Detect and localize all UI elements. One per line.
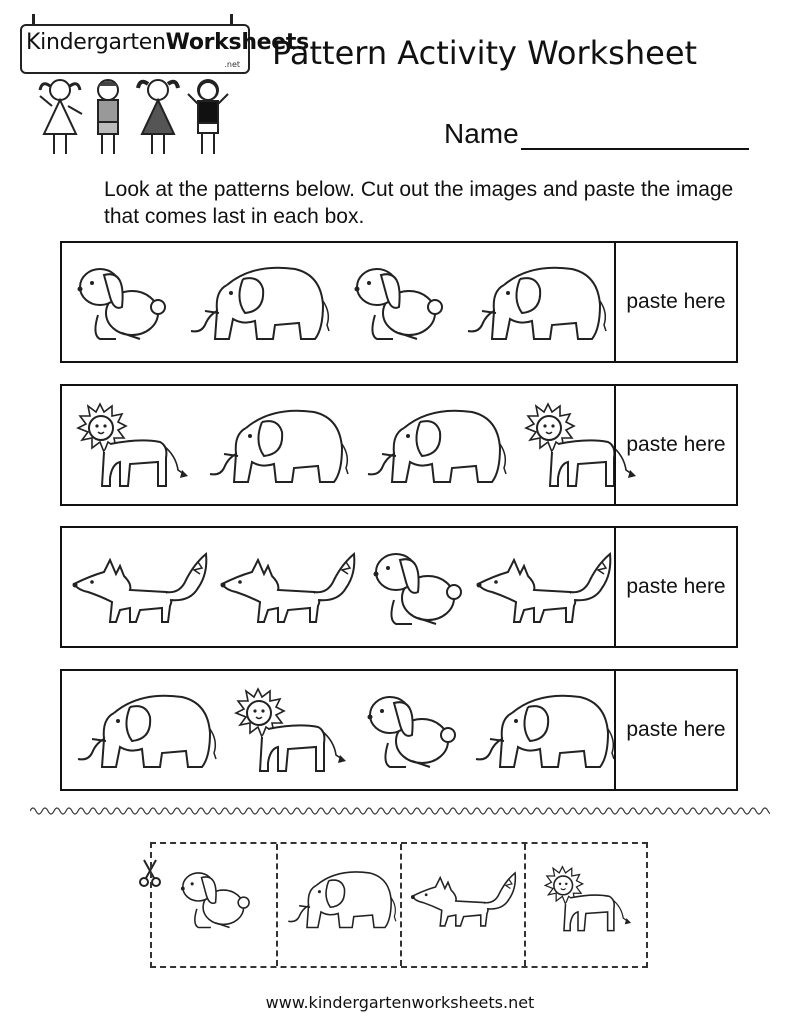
- lion-icon: [228, 683, 352, 784]
- elephant-icon: [183, 255, 333, 352]
- bunny-icon: [347, 255, 447, 352]
- logo-suffix: .net: [224, 60, 240, 69]
- instructions: Look at the patterns below. Cut out the images and paste the image that comes last in each box.: [104, 178, 734, 228]
- cutout-strip: [150, 842, 648, 968]
- bunny-icon: [70, 255, 170, 352]
- elephant-icon: [468, 683, 618, 780]
- paste-box[interactable]: paste here: [614, 528, 736, 646]
- name-field: [444, 118, 749, 150]
- fox-icon: [70, 540, 210, 637]
- kid-boy-icon: [86, 76, 130, 160]
- pattern-sequence: [62, 243, 618, 361]
- lion-icon: [70, 398, 194, 499]
- cutout-cell[interactable]: [524, 844, 648, 966]
- name-label: Name: [444, 118, 519, 149]
- cutout-cell[interactable]: [276, 844, 402, 966]
- cutout-cell[interactable]: [152, 844, 276, 966]
- elephant-icon: [460, 255, 610, 352]
- footer-url: www.kindergartenworksheets.net: [265, 993, 535, 1012]
- bunny-cutout-icon: [175, 862, 253, 938]
- paste-box[interactable]: paste here: [614, 671, 736, 789]
- fox-cutout-icon: [409, 862, 518, 938]
- fox-icon: [218, 540, 358, 637]
- pattern-row: [60, 526, 738, 648]
- lion-cutout-icon: [539, 862, 636, 941]
- elephant-icon: [202, 398, 352, 495]
- bunny-icon: [360, 683, 460, 780]
- kid-girl-dark-icon: [134, 76, 182, 160]
- paste-box[interactable]: paste here: [614, 386, 736, 504]
- pattern-row: [60, 669, 738, 791]
- pattern-sequence: [62, 528, 618, 646]
- logo-text: KindergartenWorksheets: [26, 30, 309, 55]
- bunny-icon: [366, 540, 466, 637]
- pattern-row: [60, 241, 738, 363]
- name-input-line[interactable]: [521, 120, 749, 150]
- paste-box[interactable]: paste here: [614, 243, 736, 361]
- pattern-sequence: [62, 386, 618, 504]
- kid-boy-dark-icon: [186, 76, 230, 160]
- pattern-sequence: [62, 671, 618, 789]
- fox-icon: [474, 540, 614, 637]
- elephant-cutout-icon: [282, 862, 399, 938]
- site-logo: [14, 10, 309, 160]
- page-title: Pattern Activity Worksheet: [272, 34, 698, 72]
- cut-line-divider: [30, 804, 770, 818]
- elephant-icon: [360, 398, 510, 495]
- elephant-icon: [70, 683, 220, 780]
- kid-girl-icon: [36, 76, 84, 160]
- cutout-cell[interactable]: [400, 844, 526, 966]
- pattern-row: [60, 384, 738, 506]
